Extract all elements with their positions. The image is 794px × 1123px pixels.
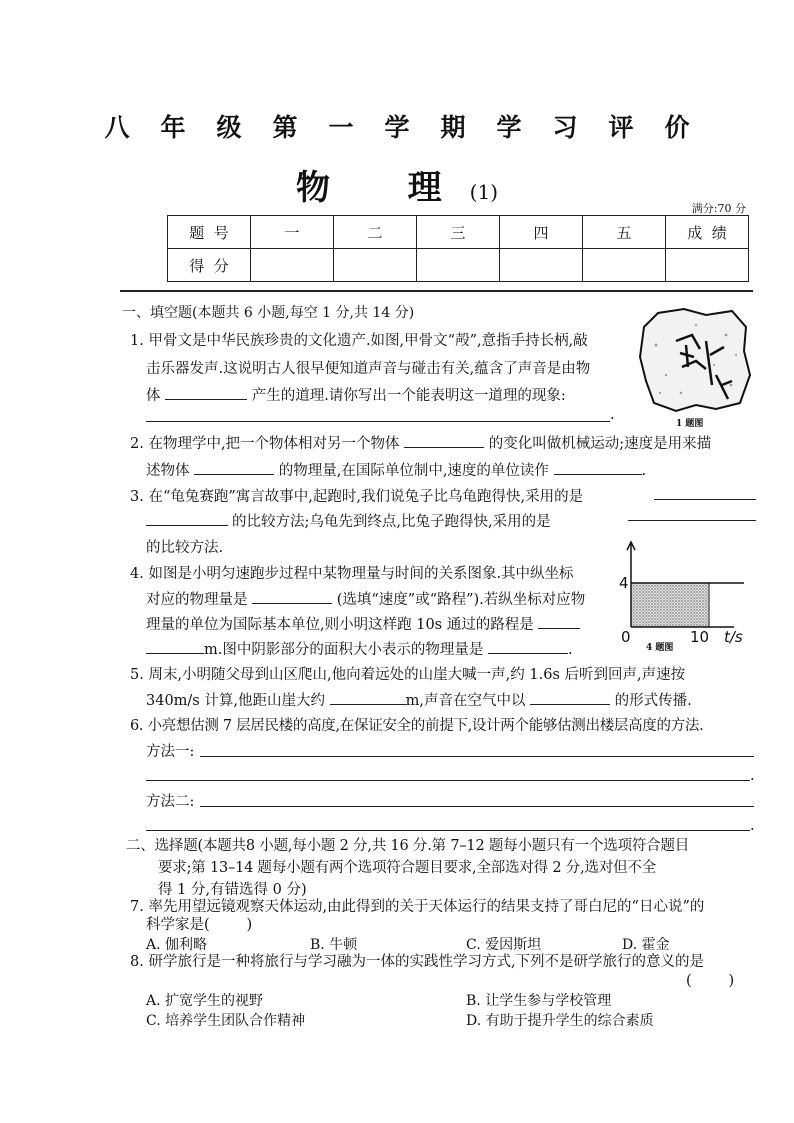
- table-cell: 一: [251, 216, 334, 249]
- table-cell: 三: [417, 216, 500, 249]
- q4-answer-blank-2b[interactable]: [146, 639, 204, 654]
- q2-answer-blank-2[interactable]: [194, 460, 274, 475]
- score-input-cell[interactable]: [583, 249, 666, 282]
- score-input-cell[interactable]: [417, 249, 500, 282]
- q7-option-b[interactable]: B. 牛顿: [310, 937, 358, 953]
- q1-text: 体: [146, 388, 161, 404]
- q6-method2-label: 方法二:: [146, 794, 195, 810]
- q1-text: 产生的道理.请你写出一个能表明这一道理的现象:: [251, 388, 566, 404]
- q6-method2-blank[interactable]: [200, 806, 754, 807]
- exam-title: [0, 108, 794, 144]
- section2-heading-line3: 得 1 分,有错选得 0 分): [158, 882, 307, 898]
- table-cell: 五: [583, 216, 666, 249]
- score-input-cell[interactable]: [500, 249, 583, 282]
- score-input-cell[interactable]: [334, 249, 417, 282]
- title-char: 级: [216, 113, 242, 142]
- q7-line1: 7. 率先用望远镜观察天体运动,由此得到的关于天体运行的结果支持了哥白尼的“日心说”的: [130, 899, 705, 915]
- q5-line1: 5. 周末,小明随父母到山区爬山,他向着远处的山崖大喊一声,约 1.6s 后听到回声,声速按: [130, 667, 686, 683]
- q7-option-c[interactable]: C. 爱因斯坦: [466, 937, 542, 953]
- title-char: 期: [440, 113, 466, 142]
- subject-title: [0, 160, 794, 209]
- q2-answer-blank-3[interactable]: [554, 460, 642, 475]
- title-char: 年: [160, 113, 186, 142]
- q2-text: 的变化叫做机械运动;速度是用来描: [488, 436, 712, 452]
- section-divider: [120, 290, 753, 292]
- fig4-caption: 4 题图: [646, 643, 674, 653]
- q7-option-a[interactable]: A. 伽利略: [146, 937, 208, 953]
- q6-method2-blank-2[interactable]: [146, 830, 750, 831]
- score-table: [167, 215, 749, 282]
- q4-text: (选填“速度”或“路程”).若纵坐标对应物: [336, 592, 586, 608]
- q3-answer-blank-2[interactable]: [628, 520, 756, 521]
- q4-text: m.图中阴影部分的面积大小表示的物理量是: [204, 642, 484, 658]
- fig1-caption: 1 题图: [676, 419, 704, 429]
- bone-outline: [640, 309, 750, 411]
- q5-answer-blank-2[interactable]: [530, 690, 610, 705]
- q8-option-b[interactable]: B. 让学生参与学校管理: [466, 993, 612, 1009]
- q8-answer-paren: ( ): [686, 973, 735, 989]
- score-table-score-row: [168, 249, 749, 282]
- q6-dot: .: [750, 768, 755, 784]
- q4-text: 对应的物理量是: [146, 592, 248, 608]
- q7-line2: 科学家是( ): [146, 917, 253, 933]
- q8-option-a[interactable]: A. 扩宽学生的视野: [146, 993, 264, 1009]
- q8-line1: 8. 研学旅行是一种将旅行与学习融为一体的实践性学习方式,下列不是研学旅行的意义的是: [130, 954, 705, 970]
- score-input-cell[interactable]: [666, 249, 749, 282]
- q6-line1: 6. 小亮想估测 7 层居民楼的高度,在保证安全的前提下,设计两个能够估测出楼层高度的方法.: [130, 718, 704, 734]
- q1-line2: 击乐器发声.这说明古人很早便知道声音与碰击有关,蕴含了声音是由物: [146, 361, 591, 377]
- graph-y-label: 4: [619, 574, 629, 592]
- q6-method1-label: 方法一:: [146, 744, 195, 760]
- q2-answer-blank-1[interactable]: [404, 433, 484, 448]
- title-char: 一: [328, 113, 354, 142]
- full-score: 满分:70 分: [691, 202, 746, 215]
- q3-answer-blank-1b[interactable]: [146, 525, 228, 526]
- q4-answer-blank-1[interactable]: [252, 589, 332, 604]
- q1-answer-blank-2[interactable]: [146, 421, 610, 422]
- section2-heading-line2: 要求;第 13–14 题每小题有两个选项符合题目要求,全部选对得 2 分,选对但不全: [158, 860, 657, 876]
- q1-line3: [146, 382, 566, 411]
- title-char: 学: [384, 113, 410, 142]
- q3-line3: 的比较方法.: [146, 540, 224, 556]
- subject-name: 物 理: [295, 168, 460, 208]
- section2-heading-line1: 二、选择题(本题共8 小题,每小题 2 分,共 16 分.第 7–12 题每小题只有一个选项符合题目: [126, 838, 690, 854]
- q1-line1: 1. 甲骨文是中华民族珍贵的文化遗产.如图,甲骨文“殸”,意指手持长柄,敲: [130, 333, 588, 349]
- q2-text: 述物体: [146, 463, 190, 479]
- q1-period: .: [610, 407, 615, 423]
- graph-x-label: 10: [690, 628, 710, 646]
- score-table-header-row: [168, 216, 749, 249]
- title-char: 八: [104, 113, 130, 142]
- q6-dot-2: .: [750, 818, 755, 834]
- q5-text: 340m/s 计算,他距山崖大约: [146, 693, 325, 709]
- graph-shaded-area: [631, 583, 709, 627]
- table-cell: 二: [334, 216, 417, 249]
- oracle-bone-figure: [636, 305, 754, 413]
- q2-text: .: [641, 463, 647, 479]
- q2-line1: [130, 430, 711, 459]
- q4-answer-blank-2[interactable]: [538, 614, 580, 629]
- q5-answer-blank-1[interactable]: [330, 690, 406, 705]
- volume-number: (1): [469, 180, 499, 204]
- q5-text: 的形式传播.: [614, 693, 692, 709]
- title-char: 第: [272, 113, 298, 142]
- table-cell: 得 分: [168, 249, 251, 282]
- title-char: 习: [552, 113, 578, 142]
- q5-text: m,声音在空气中以: [405, 693, 526, 709]
- title-char: 价: [664, 113, 690, 142]
- q8-option-d[interactable]: D. 有助于提升学生的综合素质: [466, 1013, 654, 1029]
- q4-text: .: [567, 642, 573, 658]
- q2-text: 的物理量,在国际单位制中,速度的单位读作: [278, 463, 549, 479]
- q4-answer-blank-3[interactable]: [488, 639, 568, 654]
- table-cell: 四: [500, 216, 583, 249]
- q4-text: 理量的单位为国际基本单位,则小明这样跑 10s 通过的路程是: [146, 617, 534, 633]
- table-cell: 题 号: [168, 216, 251, 249]
- title-char: 评: [608, 113, 634, 142]
- q1-answer-blank-1[interactable]: [165, 385, 247, 400]
- q2-text: 2. 在物理学中,把一个物体相对另一个物体: [130, 436, 400, 452]
- q6-method1-blank-2[interactable]: [146, 780, 750, 781]
- section1-heading: 一、填空题(本题共 6 小题,每空 1 分,共 14 分): [122, 305, 415, 321]
- score-input-cell[interactable]: [251, 249, 334, 282]
- q3-line1: 3. 在“龟兔赛跑”寓言故事中,起跑时,我们说兔子比乌龟跑得快,采用的是: [130, 489, 584, 505]
- q8-option-c[interactable]: C. 培养学生团队合作精神: [146, 1013, 306, 1029]
- q6-method1-blank[interactable]: [200, 756, 754, 757]
- q3-line2: 的比较方法;乌龟先到终点,比兔子跑得快,采用的是: [232, 514, 551, 530]
- title-char: 学: [496, 113, 522, 142]
- graph-origin: 0: [621, 628, 631, 646]
- graph-x-unit: t/s: [724, 628, 743, 646]
- q2-line2: [146, 457, 646, 486]
- q3-answer-blank-1[interactable]: [654, 499, 756, 500]
- table-cell: 成 绩: [666, 216, 749, 249]
- q4-line1: 4. 如图是小明匀速跑步过程中某物理量与时间的关系图象.其中纵坐标: [130, 566, 574, 582]
- q7-option-d[interactable]: D. 霍金: [622, 937, 670, 953]
